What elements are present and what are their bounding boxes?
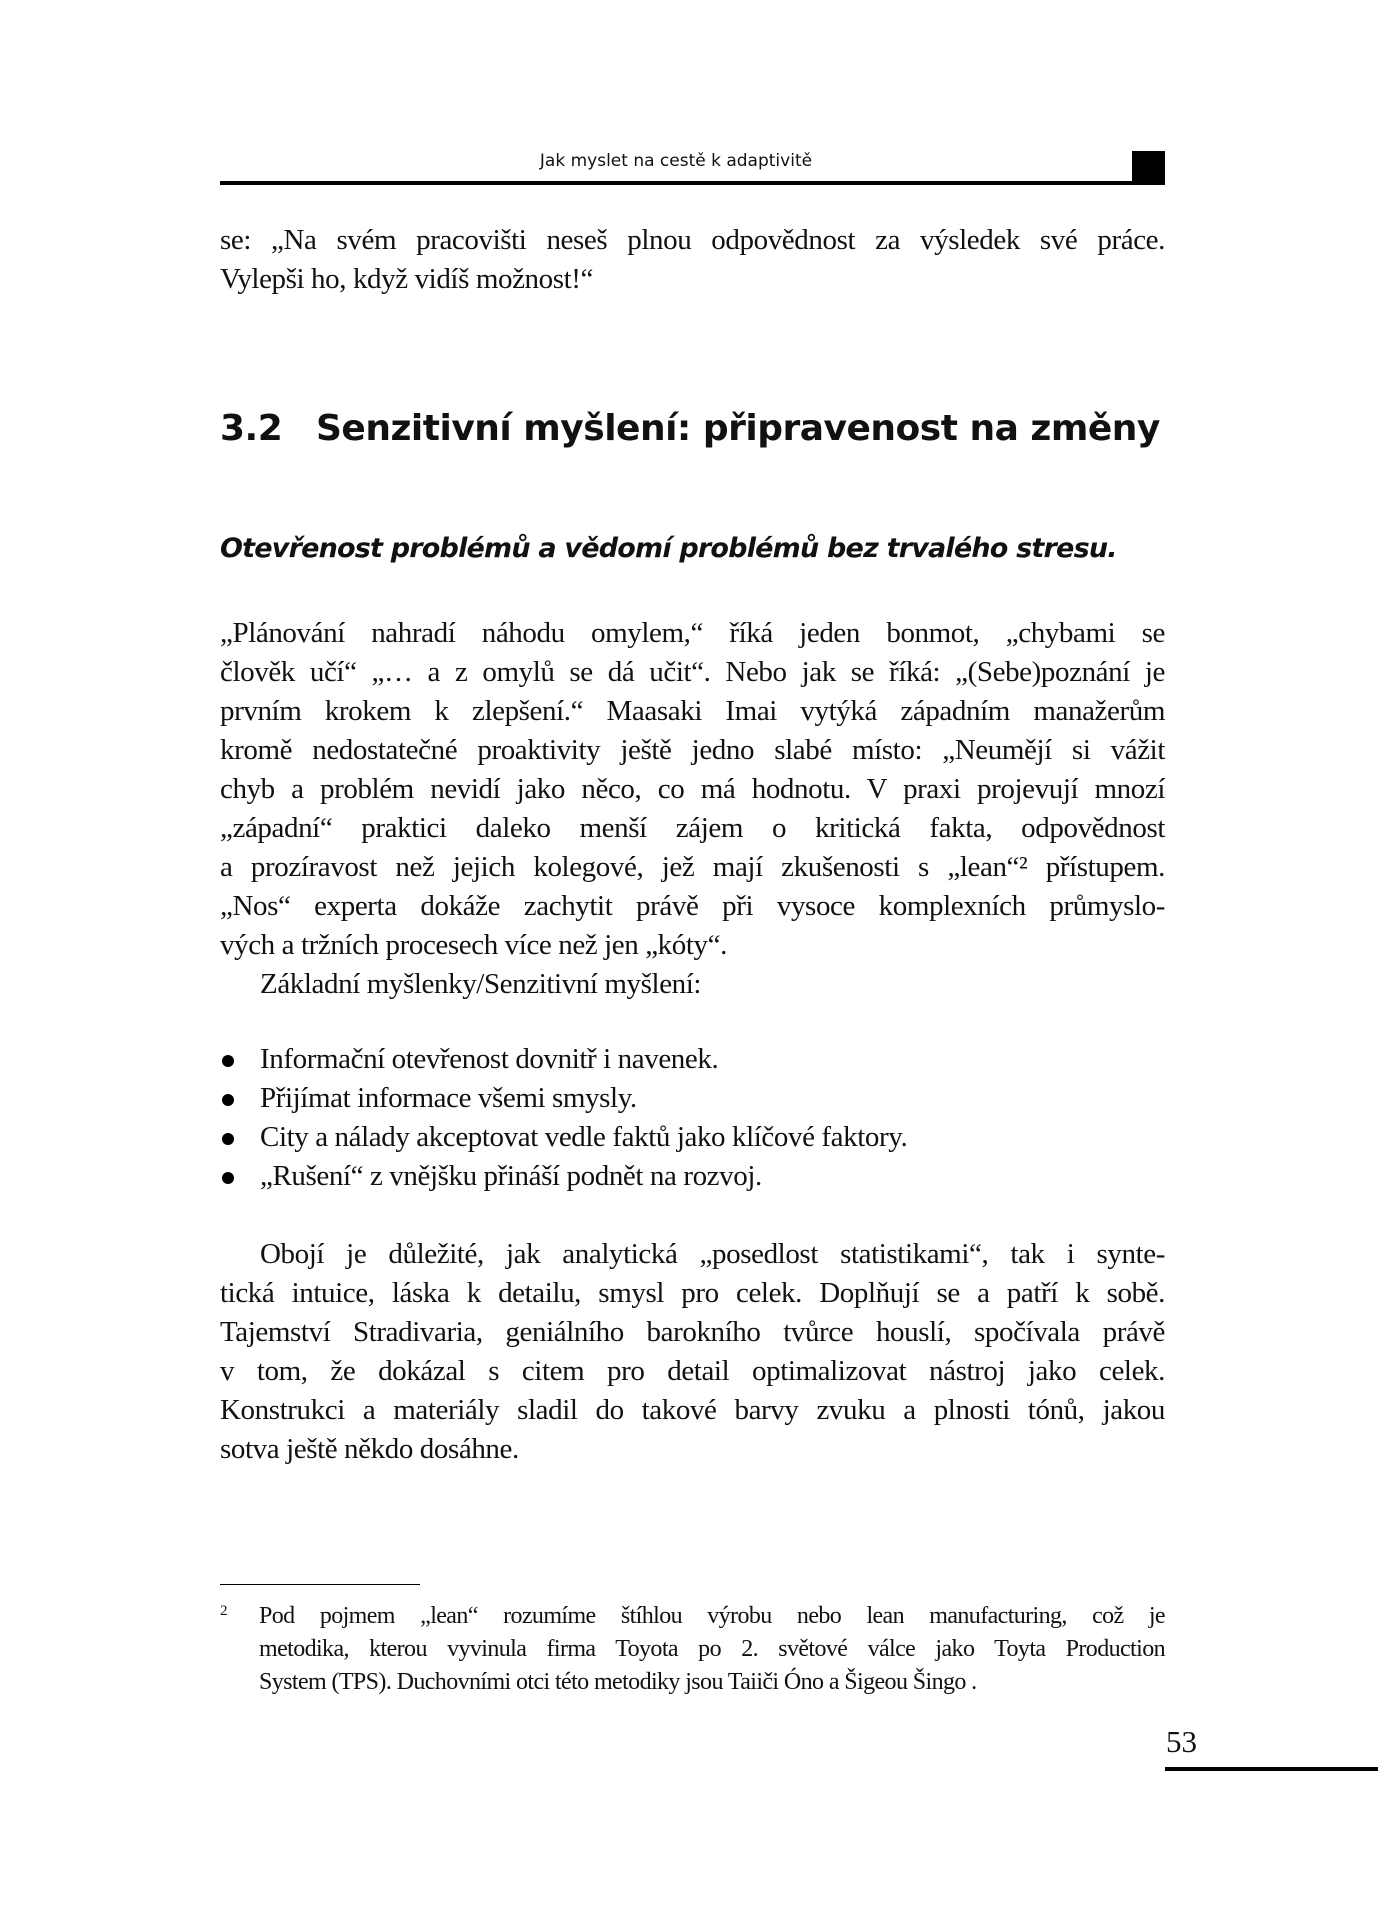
list-item-text: Informační otevřenost dovnitř i navenek. xyxy=(260,1043,719,1075)
footer-rule xyxy=(1165,1767,1378,1771)
bullet-icon xyxy=(222,1055,234,1067)
running-head: Jak myslet na cestě k adaptivitě xyxy=(539,151,813,171)
footnote-rule xyxy=(220,1584,420,1585)
text-line: se: „Na svém pracovišti neseš plnou odpovědnost za výsledek své práce. xyxy=(220,224,1165,256)
section-heading xyxy=(220,408,1160,449)
footnote-line: metodika, kterou vyvinula firma Toyota po 2. světové válce jako Toyta Production xyxy=(259,1636,1165,1662)
list-item xyxy=(220,1157,1165,1196)
text-line: v tom, že dokázal s citem pro detail optimalizovat nástroj jako celek. xyxy=(220,1355,1165,1387)
header-thumb-tab xyxy=(1132,151,1165,185)
text-line: Konstrukci a materiály sladil do takové barvy zvuku a plnosti tónů, jakou xyxy=(220,1394,1165,1426)
bullet-list xyxy=(220,1040,1165,1196)
list-item xyxy=(220,1079,1165,1118)
list-item-text: „Rušení“ z vnějšku přináší podnět na rozvoj. xyxy=(260,1160,762,1192)
text-line: „západní“ praktici daleko menší zájem o kritická fakta, odpovědnost xyxy=(220,812,1165,844)
text-line: chyb a problém nevidí jako něco, co má hodnotu. V praxi projevují mnozí xyxy=(220,773,1165,805)
header-rule xyxy=(220,181,1165,185)
paragraph-2 xyxy=(220,1235,1165,1469)
list-item-text: Přijímat informace všemi smysly. xyxy=(260,1082,637,1114)
bullet-icon xyxy=(222,1172,234,1184)
text-line: vých a tržních procesech více než jen „kóty“. xyxy=(220,929,727,961)
text-line: „Nos“ experta dokáže zachytit právě při vysoce komplexních průmyslo- xyxy=(220,890,1165,922)
intro-paragraph xyxy=(220,221,1165,299)
list-item-text: City a nálady akceptovat vedle faktů jako klíčové faktory. xyxy=(260,1121,908,1153)
text-line: člověk učí“ „… a z omylů se dá učit“. Nebo jak se říká: „(Sebe)poznání je xyxy=(220,656,1165,688)
text-line: prvním krokem k zlepšení.“ Maasaki Imai vytýká západním manažerům xyxy=(220,695,1165,727)
section-number: 3.2 xyxy=(220,408,283,449)
text-line: „Plánování nahradí náhodu omylem,“ říká jeden bonmot, „chybami se xyxy=(220,617,1165,649)
text-line: a prozíravost než jejich kolegové, jež mají zkušenosti s „lean“² přístupem. xyxy=(220,851,1165,883)
list-intro: Základní myšlenky/Senzitivní myšlení: xyxy=(260,968,702,1000)
footnote xyxy=(259,1600,1165,1699)
footnote-line: Pod pojmem „lean“ rozumíme štíhlou výrobu nebo lean manufacturing, což je xyxy=(259,1603,1165,1629)
text-line: Obojí je důležité, jak analytická „posedlost statistikami“, tak i synte- xyxy=(260,1238,1165,1270)
list-item xyxy=(220,1118,1165,1157)
text-line: tická intuice, láska k detailu, smysl pro celek. Doplňují se a patří k sobě. xyxy=(220,1277,1165,1309)
paragraph-1 xyxy=(220,614,1165,1004)
text-line: kromě nedostatečné proaktivity ještě jedno slabé místo: „Neumějí si vážit xyxy=(220,734,1165,766)
footnote-line: System (TPS). Duchovními otci této metodiky jsou Taiiči Óno a Šigeou Šingo . xyxy=(259,1669,977,1695)
bullet-icon xyxy=(222,1094,234,1106)
text-line: sotva ještě někdo dosáhne. xyxy=(220,1433,519,1465)
subheading: Otevřenost problémů a vědomí problémů bez trvalého stresu. xyxy=(220,533,1117,564)
footnote-mark: 2 xyxy=(220,1603,228,1619)
page-number: 53 xyxy=(1166,1724,1197,1759)
bullet-icon xyxy=(222,1133,234,1145)
text-line: Tajemství Stradivaria, geniálního barokního tvůrce houslí, spočívala právě xyxy=(220,1316,1165,1348)
section-title: Senzitivní myšlení: připravenost na změny xyxy=(316,408,1160,449)
text-line: Vylepši ho, když vidíš možnost!“ xyxy=(220,263,594,295)
list-item xyxy=(220,1040,1165,1079)
